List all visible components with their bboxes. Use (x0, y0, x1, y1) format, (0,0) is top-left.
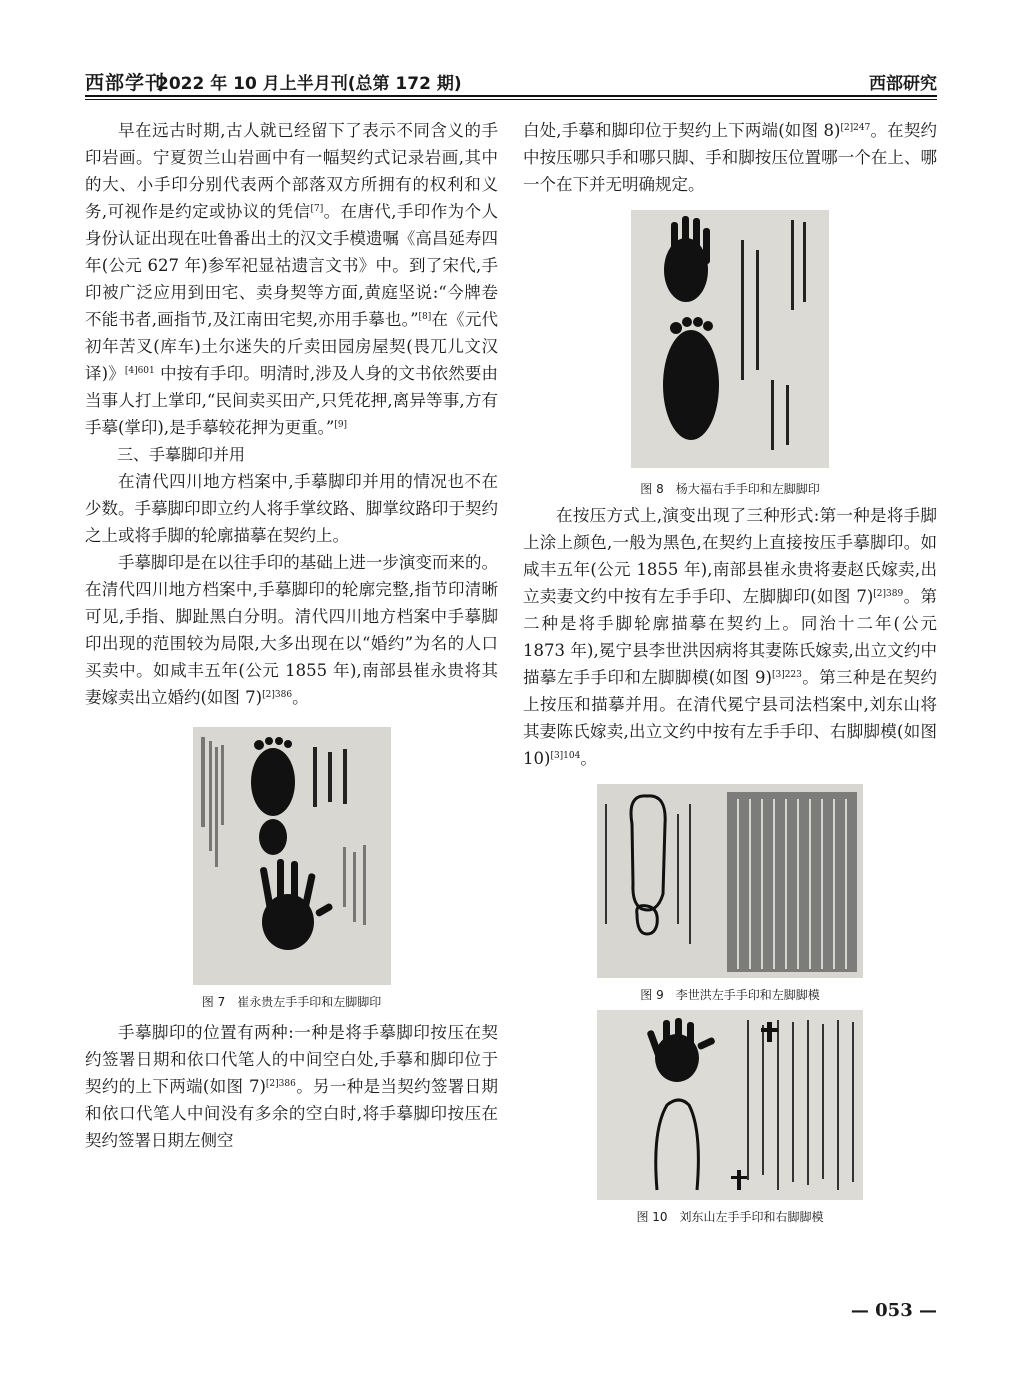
paragraph: 白处,手摹和脚印位于契约上下两端(如图 8)$^{[2]247}$。在契约中按压哪只手和哪只脚、手和脚按压位置哪一个在上、哪一个在下并无明确规定。 (523, 121, 937, 194)
figure-7-image (193, 727, 391, 985)
figure-9-image (597, 784, 863, 978)
header-rule-thin (85, 99, 937, 100)
citation: [7] (310, 204, 324, 214)
paragraph: 早在远古时期,古人就已经留下了表示不同含义的手印岩画。宁夏贺兰山岩画中有一幅契约式记录岩画,其中的大、小手印分别代表两个部落双方所拥有的权利和义务,可视作是约定或协议的凭信[7]。在唐代,手印作为个人身份认证出现在吐鲁番出土的汉文手模遗嘱《高昌延寿四年(公元 627 年)参军祀显祜遗言文书》中。到了宋代,手印被广泛应用到田宅、卖身契等方面,黄庭坚说:“今牌卷不能书者,画指节,及江南田宅契,亦用手摹也。”[8]在《元代初年苦叉(库车)土尔迷失的斤卖田园房屋契(畏兀儿文汉译)》$^{[4]601}$ 中按有手印。明清时,涉及人身的文书依然要由当事人打上掌印,“民间卖买田产,只凭花押,离异等事,方有手摹(掌印),是手摹较花押为更重。”[9] (85, 121, 499, 437)
document-handprint-illustration (597, 1010, 863, 1200)
citation: [3]223 (771, 670, 802, 680)
citation: [2]389 (873, 589, 904, 599)
paragraph: 手摹脚印是在以往手印的基础上进一步演变而来的。在清代四川地方档案中,手摹脚印的轮廓完整,指节印清晰可见,手指、脚趾黑白分明。清代四川地方档案中手摹脚印出现的范围较为局限,大多出现在以“婚约”为名的人口买卖中。如咸丰五年(公元 1855 年),南部县崔永贵将其妻嫁卖出立婚约(如图 7)$^{[2]386}$。 (85, 553, 498, 707)
citation: [2]386 (265, 1079, 296, 1089)
citation: [3]104 (550, 751, 581, 761)
page-number: — 053 — (850, 1300, 937, 1321)
left-column (85, 117, 498, 1154)
citation: [2]386 (262, 690, 293, 700)
right-column (523, 117, 937, 1226)
handprint-footprint-illustration (193, 727, 391, 985)
figure-8-caption: 图 8 杨大福右手手印和左脚脚印 (640, 482, 820, 496)
paragraph: 在按压方式上,演变出现了三种形式:第一种是将手脚上涂上颜色,一般为黑色,在契约上直接按压手摹脚印。如咸丰五年(公元 1855 年),南部县崔永贵将妻赵氏嫁卖,出立卖妻文约中按有左手手印、左脚脚印(如图 7)$^{[2]389}$。第二种是将手脚轮廓描摹在契约上。同治十二年(公元 1873 年),冕宁县李世洪因病将其妻陈氏嫁卖,出立文约中描摹左手手印和左脚脚模(如图 9)$^{[3]223}$。第三种是在契约上按压和描摹并用。在清代冕宁县司法档案中,刘东山将其妻陈氏嫁卖,出立文约中按有左手手印、右脚脚模(如图 10)$^{[3]104}$。 (523, 506, 937, 768)
handprint-footprint-illustration (631, 210, 829, 468)
paragraph: 在清代四川地方档案中,手摹脚印并用的情况也不在少数。手摹脚印即立约人将手掌纹路、脚掌纹路印于契约之上或将手脚的轮廓描摹在契约上。 (85, 472, 498, 545)
section-heading: 三、手摹脚印并用 (117, 445, 246, 464)
figure-7-caption: 图 7 崔永贵左手手印和左脚脚印 (201, 995, 382, 1009)
issue-info: 2022 年 10 月上半月刊(总第 172 期) (157, 74, 462, 94)
citation: [8] (418, 312, 432, 322)
citation: [9] (334, 420, 348, 430)
running-header (85, 68, 937, 94)
paragraph: 手摹脚印的位置有两种:一种是将手摹脚印按压在契约签署日期和依口代笔人的中间空白处,手摹和脚印位于契约的上下两端(如图 7)$^{[2]386}$。另一种是当契约签署日期和依口代笔人中间没有多余的空白时,将手摹脚印按压在契约签署日期左侧空 (85, 1023, 499, 1150)
journal-logo: 西部学刊 (85, 72, 166, 94)
document-handprint-illustration (597, 784, 863, 978)
figure-10-caption: 图 10 刘东山左手手印和右脚脚模 (636, 1210, 824, 1224)
citation: [2]247 (840, 123, 871, 133)
section-title: 西部研究 (869, 74, 937, 94)
figure-8-image (631, 210, 829, 468)
header-rule (85, 95, 937, 97)
citation: [4]601 (124, 366, 155, 376)
figure-10-image (597, 1010, 863, 1200)
figure-9-caption: 图 9 李世洪左手手印和左脚脚模 (640, 988, 820, 1002)
